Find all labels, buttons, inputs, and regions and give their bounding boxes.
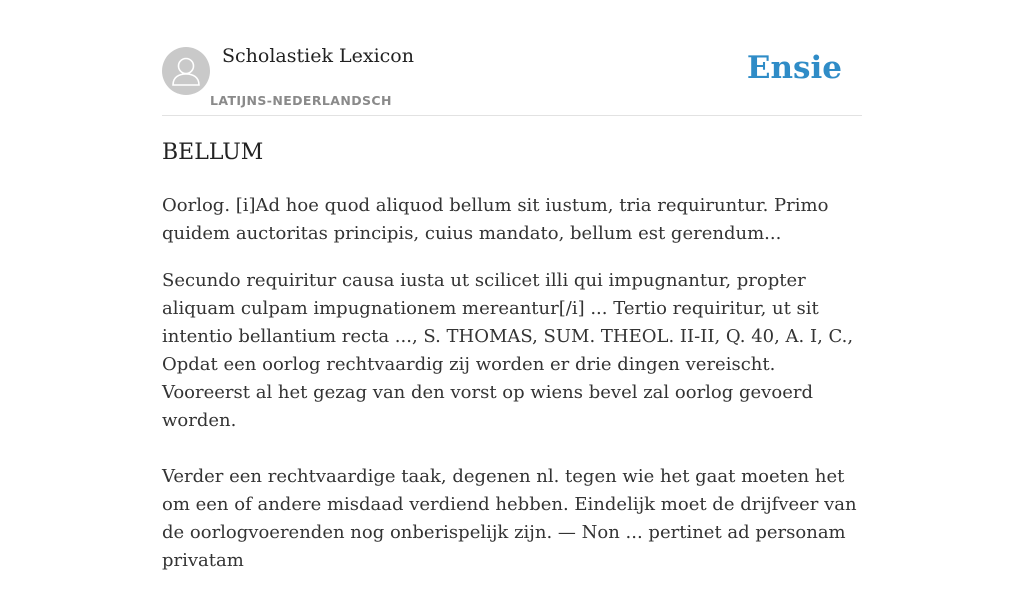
entry-paragraph: Verder een rechtvaardige taak, degenen nl. tegen wie het gaat moeten het om een of andere misdaad verdiend hebben. Eindelijk moet de drijfveer van de oorlogvoerenden nog onberispelijk zijn. — Non ... pertinet ad personam privatam bbox=[162, 466, 857, 571]
entry-paragraph: Secundo requiritur causa iusta ut scilicet illi qui impugnantur, propter aliquam culpam impugnationem mereantur[/i] ... Tertio requiritur, ut sit intentio bellantium recta ..., S. THOMAS, SUM. THEOL. II-II, Q. 40, A. I, C., Opdat een oorlog rechtvaardig zij worden er drie dingen vereischt. Vooreerst al het gezag van den vorst op wiens bevel zal oorlog gevoerd worden. bbox=[162, 270, 854, 431]
entry-title: BELLUM bbox=[162, 140, 264, 165]
source-name[interactable]: Scholastiek Lexicon bbox=[222, 45, 414, 67]
entry-paragraph: Oorlog. [i]Ad hoe quod aliquod bellum sit iustum, tria requiruntur. Primo quidem auctoritas principis, cuius mandato, bellum est gerendum... bbox=[162, 195, 829, 244]
brand-logo[interactable]: Ensie bbox=[746, 50, 842, 86]
source-subtitle: LATIJNS-NEDERLANDSCH bbox=[210, 93, 392, 108]
entry-body bbox=[162, 192, 862, 594]
entry-header bbox=[162, 0, 862, 116]
source-avatar[interactable] bbox=[162, 47, 210, 95]
entry-card bbox=[162, 0, 862, 571]
user-silhouette-icon bbox=[162, 47, 210, 95]
